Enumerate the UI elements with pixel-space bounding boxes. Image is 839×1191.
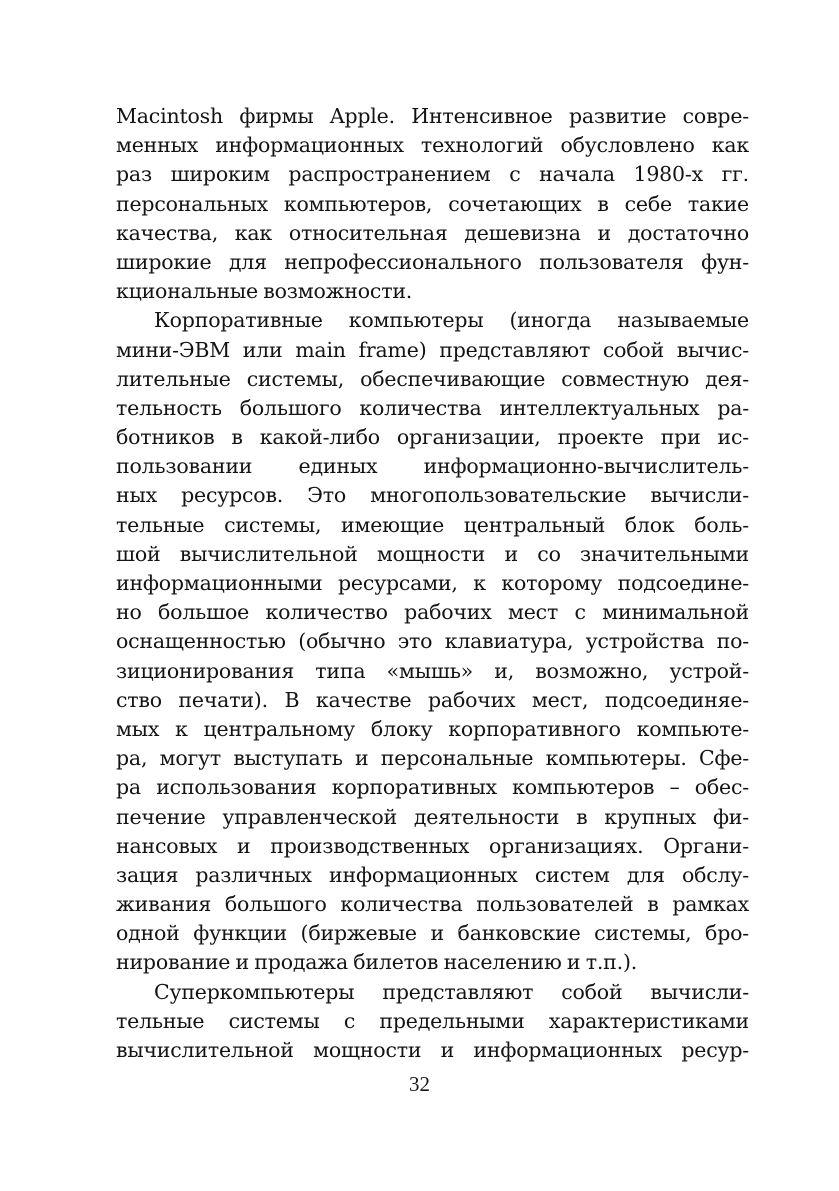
page-number: 32 (409, 1072, 430, 1096)
text-line: зация различных информационных систем для обслу- (116, 862, 749, 887)
text-line: Суперкомпьютеры представляют собой вычисли- (154, 979, 749, 1004)
text-line: менных информационных технологий обусловлено как (116, 133, 749, 158)
text-line: ра использования корпоративных компьютеров – обес- (116, 775, 749, 800)
text-line: качества, как относительная дешевизна и достаточно (116, 220, 749, 245)
text-line: пользовании единых информационно-вычислитель- (116, 454, 749, 479)
paragraph (116, 306, 749, 977)
text-line: вычислительной мощности и информационных ресур- (116, 1038, 749, 1062)
text-line: персональных компьютеров, сочетающих в себе такие (116, 191, 749, 216)
text-line: одной функции (биржевые и банковские системы, бро- (116, 921, 749, 946)
text-line: информационными ресурсами, к которому подсоедине- (116, 571, 749, 595)
text-line: лительные системы, обеспечивающие совместную дея- (116, 366, 749, 391)
text-line: шой вычислительной мощности и со значительными (116, 541, 749, 566)
text-line: широкие для непрофессионального пользователя фун- (116, 249, 749, 274)
text-line: Macintosh фирмы Apple. Интенсивное развитие совре- (116, 104, 749, 128)
text-line: тельные системы, имеющие центральный блок боль- (116, 512, 749, 537)
text-line: тельность большого количества интеллектуальных ра- (116, 395, 749, 420)
text-line: ра, могут выступать и персональные компьютеры. Сфе- (116, 746, 749, 771)
paragraph (116, 102, 749, 306)
text-line: тельные системы с предельными характеристиками (116, 1008, 749, 1033)
text-line: мини-ЭВМ или main frame) представляют собой вычис- (116, 337, 749, 362)
text-line: ных ресурсов. Это многопользовательские вычисли- (116, 483, 749, 508)
text-line: ство печати). В качестве рабочих мест, подсоединяе- (116, 687, 749, 712)
text-line: Корпоративные компьютеры (иногда называемые (154, 308, 749, 333)
text-line: кциональные возможности. (116, 279, 413, 304)
text-line: нирование и продажа билетов населению и т.п.). (116, 950, 638, 975)
text-line: раз широким распространением с начала 1980-х гг. (116, 162, 749, 187)
paragraph (116, 978, 749, 1066)
text-line: печение управленческой деятельности в крупных фи- (116, 804, 749, 829)
text-line: ботников в какой-либо организации, проекте при ис- (116, 425, 749, 450)
text-line: оснащенностью (обычно это клавиатура, устройства по- (116, 629, 749, 654)
text-line: нансовых и производственных организациях. Органи- (116, 833, 749, 858)
text-line: зиционирования типа «мышь» и, возможно, устрой- (116, 658, 749, 683)
text-line: мых к центральному блоку корпоративного компьюте- (116, 716, 749, 741)
text-line: живания большого количества пользователей в рамках (116, 892, 749, 917)
body-text (116, 102, 749, 1065)
text-line: но большое количество рабочих мест с минимальной (116, 600, 749, 625)
